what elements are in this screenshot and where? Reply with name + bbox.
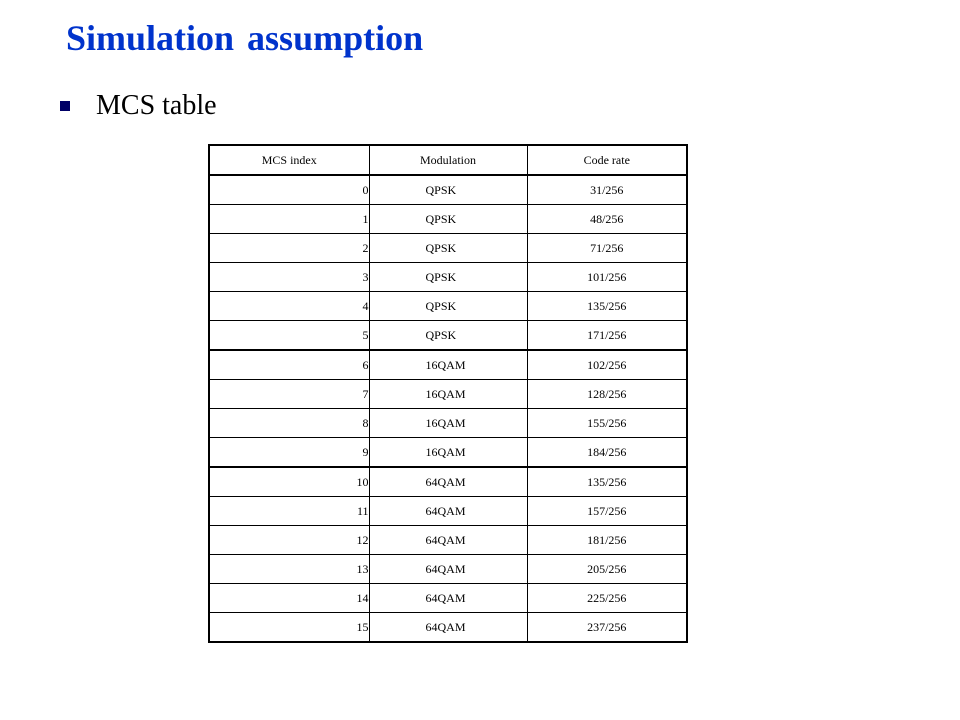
modulation-cell: 64QAM	[369, 526, 527, 555]
table-row	[209, 175, 687, 205]
code-rate-cell: 71/256	[527, 234, 687, 263]
mcs-index-cell: 3	[209, 263, 369, 292]
mcs-index-cell: 10	[209, 467, 369, 497]
modulation-cell: 64QAM	[369, 555, 527, 584]
mcs-index-cell: 11	[209, 497, 369, 526]
code-rate-cell: 225/256	[527, 584, 687, 613]
table-row	[209, 467, 687, 497]
modulation-cell: QPSK	[369, 175, 527, 205]
code-rate-cell: 184/256	[527, 438, 687, 468]
bullet-item	[60, 88, 217, 124]
mcs-index-cell: 0	[209, 175, 369, 205]
mcs-index-cell: 12	[209, 526, 369, 555]
code-rate-cell: 48/256	[527, 205, 687, 234]
table-row	[209, 409, 687, 438]
mcs-index-cell: 2	[209, 234, 369, 263]
table-row	[209, 584, 687, 613]
code-rate-cell: 135/256	[527, 467, 687, 497]
table-row	[209, 321, 687, 351]
modulation-cell: 16QAM	[369, 350, 527, 380]
table-row	[209, 205, 687, 234]
table-row	[209, 292, 687, 321]
header-mcs-index: MCS index	[209, 145, 369, 175]
mcs-index-cell: 8	[209, 409, 369, 438]
header-code-rate: Code rate	[527, 145, 687, 175]
code-rate-cell: 171/256	[527, 321, 687, 351]
mcs-index-cell: 14	[209, 584, 369, 613]
table-row	[209, 555, 687, 584]
mcs-index-cell: 13	[209, 555, 369, 584]
header-row	[209, 145, 687, 175]
mcs-index-cell: 1	[209, 205, 369, 234]
code-rate-cell: 157/256	[527, 497, 687, 526]
table-row	[209, 263, 687, 292]
code-rate-cell: 101/256	[527, 263, 687, 292]
mcs-index-cell: 7	[209, 380, 369, 409]
slide-title: Simulation assumption	[66, 18, 424, 58]
modulation-cell: QPSK	[369, 234, 527, 263]
table-row	[209, 613, 687, 643]
header-modulation: Modulation	[369, 145, 527, 175]
table-row	[209, 234, 687, 263]
bullet-text: MCS table	[96, 90, 217, 121]
mcs-table-header	[209, 145, 687, 175]
code-rate-cell: 155/256	[527, 409, 687, 438]
table-row	[209, 350, 687, 380]
code-rate-cell: 205/256	[527, 555, 687, 584]
table-row	[209, 438, 687, 468]
mcs-table-body	[209, 175, 687, 642]
modulation-cell: QPSK	[369, 205, 527, 234]
modulation-cell: QPSK	[369, 292, 527, 321]
code-rate-cell: 135/256	[527, 292, 687, 321]
modulation-cell: 64QAM	[369, 467, 527, 497]
modulation-cell: 64QAM	[369, 497, 527, 526]
modulation-cell: QPSK	[369, 321, 527, 351]
table-row	[209, 497, 687, 526]
modulation-cell: 64QAM	[369, 584, 527, 613]
modulation-cell: 16QAM	[369, 438, 527, 468]
modulation-cell: QPSK	[369, 263, 527, 292]
square-bullet-icon	[60, 101, 70, 111]
mcs-index-cell: 9	[209, 438, 369, 468]
modulation-cell: 16QAM	[369, 380, 527, 409]
table-row	[209, 380, 687, 409]
modulation-cell: 16QAM	[369, 409, 527, 438]
mcs-index-cell: 4	[209, 292, 369, 321]
mcs-index-cell: 5	[209, 321, 369, 351]
table-row	[209, 526, 687, 555]
mcs-index-cell: 15	[209, 613, 369, 643]
code-rate-cell: 237/256	[527, 613, 687, 643]
code-rate-cell: 128/256	[527, 380, 687, 409]
code-rate-cell: 181/256	[527, 526, 687, 555]
mcs-index-cell: 6	[209, 350, 369, 380]
modulation-cell: 64QAM	[369, 613, 527, 643]
code-rate-cell: 102/256	[527, 350, 687, 380]
code-rate-cell: 31/256	[527, 175, 687, 205]
mcs-table	[208, 144, 688, 643]
